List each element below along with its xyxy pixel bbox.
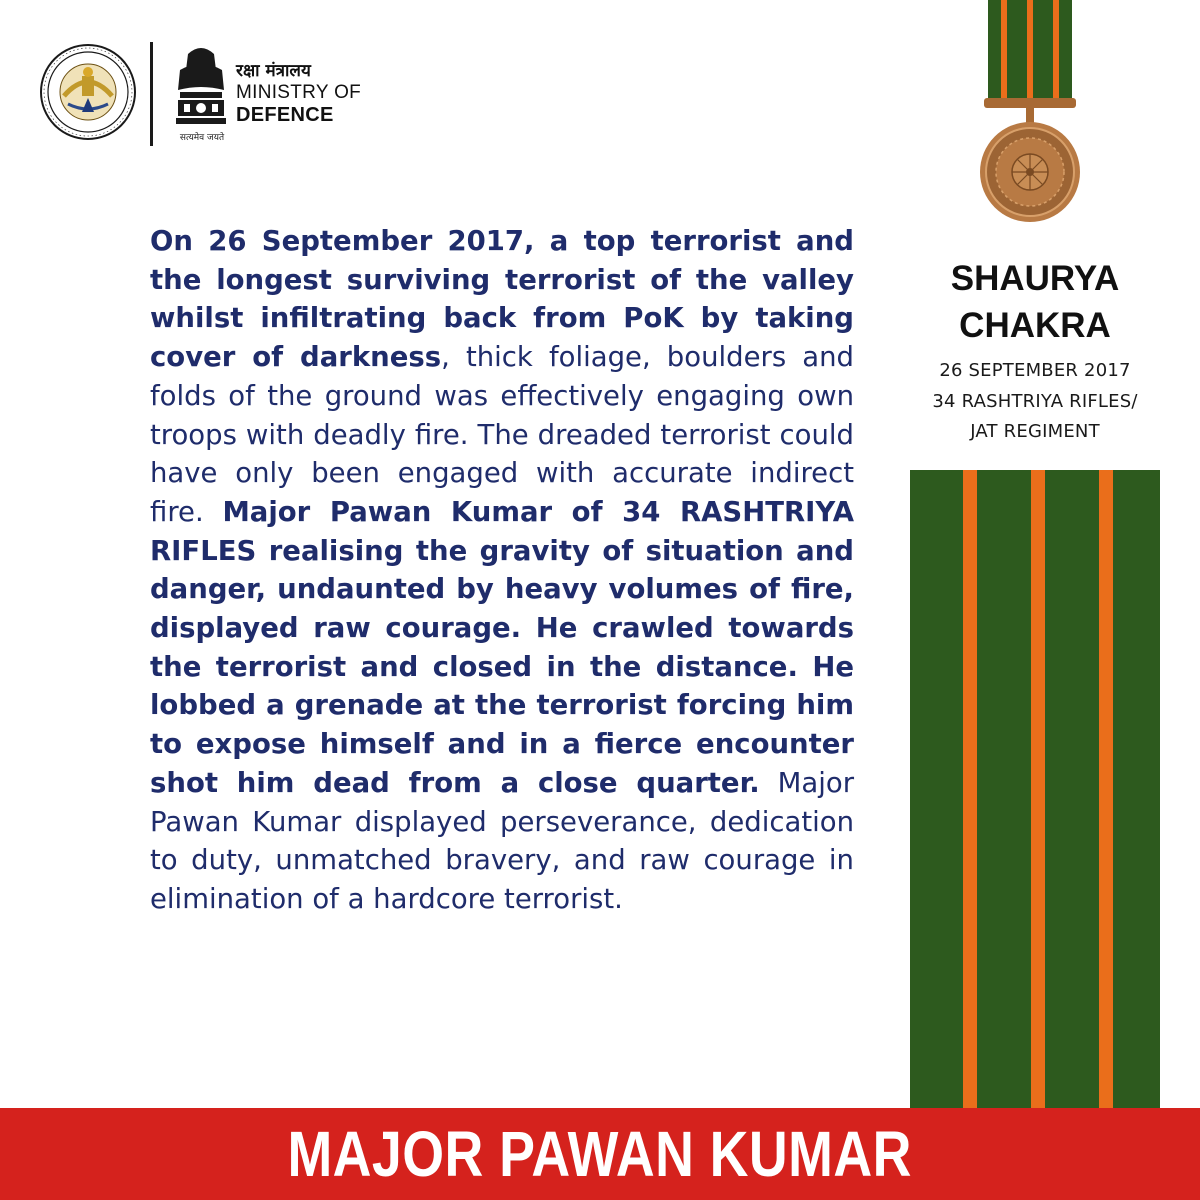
ribbon-stripe	[1099, 470, 1113, 1110]
ministry-name-line1: MINISTRY OF	[236, 82, 362, 103]
citation-bold-intro: On 26 September 2017, a top terrorist and the longest surviving terrorist of the valley whilst infiltrating back from PoK by taking cover of darkness	[150, 225, 854, 374]
award-title-line1: SHAURYA	[950, 259, 1120, 298]
award-unit-line2: JAT REGIMENT	[970, 421, 1100, 442]
citation-normal-2: Major Pawan Kumar displayed perseverance, dedication to duty, unmatched bravery, and raw courage in elimination of a hardcore terrorist.	[150, 766, 855, 915]
ministry-name-line2: DEFENCE	[236, 104, 334, 126]
national-motto: सत्यमेव जयते	[179, 133, 225, 143]
integrated-defence-crest-icon	[38, 42, 138, 142]
award-unit-line1: 34 RASHTRIYA RIFLES/	[932, 391, 1138, 412]
award-title-line2: CHAKRA	[959, 306, 1111, 345]
award-title	[905, 255, 1165, 349]
ashoka-lion-emblem-icon	[166, 40, 236, 144]
citation-bold-2: Major Pawan Kumar of 34 RASHTRIYA RIFLES realising the gravity of situation and danger, undaunted by heavy volumes of fire, displayed raw courage. He crawled towards the terrorist and closed in the distance. He lobbed a grenade at the terrorist forcing him to expose himself and in a fierce encounter shot him dead from a close quarter.	[150, 495, 854, 799]
citation-text	[150, 222, 854, 919]
shaurya-chakra-medal-icon	[970, 0, 1090, 235]
medal-ribbon	[910, 470, 1160, 1110]
awardee-name: MAJOR PAWAN KUMAR	[287, 1118, 913, 1190]
ribbon-stripe	[963, 470, 977, 1110]
award-unit	[905, 387, 1165, 447]
citation-normal-1: , thick foliage, boulders and folds of the ground was effectively engaging own troops with deadly fire. The dreaded terrorist could have only been engaged with accurate indirect fire.	[150, 341, 854, 528]
header-divider	[150, 42, 153, 146]
name-banner	[0, 1108, 1200, 1200]
ministry-name-hindi: रक्षा मंत्रालय	[236, 61, 311, 81]
award-date: 26 SEPTEMBER 2017	[939, 360, 1131, 381]
ribbon-stripe	[1031, 470, 1045, 1110]
header	[38, 38, 458, 148]
ministry-name	[236, 60, 361, 126]
